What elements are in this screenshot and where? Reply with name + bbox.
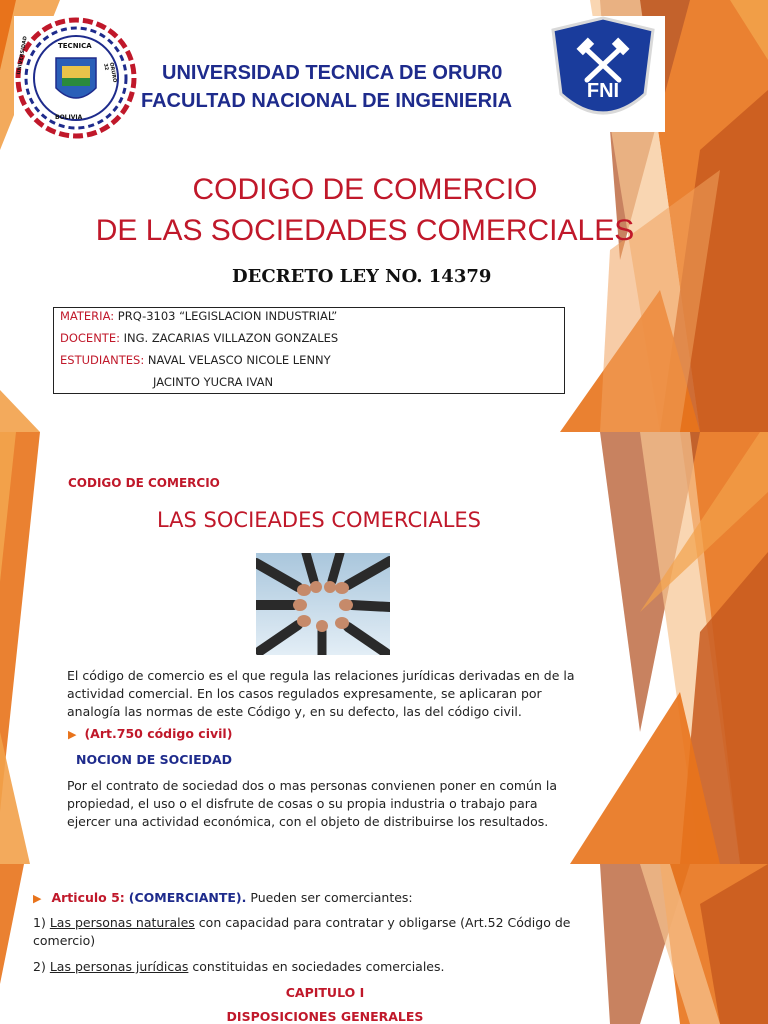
estudiante-1: NAVAL VELASCO NICOLE LENNY xyxy=(147,353,331,367)
chapter-subheading: DISPOSICIONES GENERALES xyxy=(226,1009,424,1024)
logo-text-right: ORURO 32 xyxy=(102,62,118,83)
docente-row xyxy=(60,331,338,345)
estudiante-2-row xyxy=(153,375,273,389)
faculty-logo xyxy=(541,16,665,132)
bullet-triangle-icon: ▶ xyxy=(33,892,42,905)
slide-title: LAS SOCIEADES COMERCIALES xyxy=(157,508,481,532)
article-reference-text: (Art.750 código civil) xyxy=(84,726,233,741)
course-info-box xyxy=(53,307,565,394)
docente-label: DOCENTE: xyxy=(60,331,120,345)
item-1-underlined: Las personas naturales xyxy=(49,915,195,930)
bullet-triangle-icon: ▶ xyxy=(68,728,77,741)
slide-sociedades xyxy=(0,432,768,864)
logo-text-left: UNIVERSIDAD xyxy=(16,35,29,76)
nocion-heading: NOCION DE SOCIEDAD xyxy=(76,752,233,767)
logo-text-top: TECNICA xyxy=(58,42,92,50)
slide-comerciante xyxy=(0,864,768,1024)
main-title-line2: DE LAS SOCIEDADES COMERCIALES xyxy=(95,214,635,247)
materia-row xyxy=(60,309,337,323)
article-5-label: Articulo 5: xyxy=(51,890,125,905)
estudiantes-label: ESTUDIANTES: xyxy=(60,353,145,367)
item-2-underlined: Las personas jurídicas xyxy=(49,959,189,974)
article-5-term: (COMERCIANTE). xyxy=(128,890,247,905)
item-1-text: con capacidad para contratar y obligarse (Art.52 Código de comercio) xyxy=(33,915,571,948)
article-5-text: Pueden ser comerciantes: xyxy=(250,890,413,905)
faculty-logo-text: FNI xyxy=(586,80,620,102)
estudiantes-row xyxy=(60,353,331,367)
estudiante-2: JACINTO YUCRA IVAN xyxy=(153,375,274,389)
article-reference xyxy=(68,726,232,741)
article-5-line xyxy=(33,889,593,908)
hands-photo xyxy=(256,553,390,655)
faculty-name: FACULTAD NACIONAL DE INGENIERIA xyxy=(141,90,513,112)
intro-paragraph: El código de comercio es el que regula las relaciones jurídicas derivadas en de la actividad comercial. En los casos regulados expresamente, se aplicaran por analogía las normas de este Código y, en su defecto, las del código civil. xyxy=(67,668,575,719)
slide-title xyxy=(0,0,768,432)
section-label: CODIGO DE COMERCIO xyxy=(68,476,220,490)
university-name: UNIVERSIDAD TECNICA DE ORUR0 xyxy=(162,62,503,84)
nocion-paragraph: Por el contrato de sociedad dos o mas personas convienen poner en común la propiedad, el uso o el disfrute de cosas o su propia industria o trabajo para ejercer una actividad económica, con el objeto de distribuirse los resultados. xyxy=(67,778,558,829)
docente-value: ING. ZACARIAS VILLAZON GONZALES xyxy=(123,331,339,345)
item-2-number: 2) xyxy=(33,959,46,974)
university-logo xyxy=(14,16,138,140)
decree-number: DECRETO LEY NO. 14379 xyxy=(232,266,492,287)
logo-text-bottom: BOLIVIA xyxy=(55,114,83,121)
list-item-1 xyxy=(33,914,593,950)
chapter-heading: CAPITULO I xyxy=(285,985,365,1000)
main-title-line1: CODIGO DE COMERCIO xyxy=(192,173,538,206)
list-item-2 xyxy=(33,958,593,976)
materia-value: PRQ-3103 “LEGISLACION INDUSTRIAL” xyxy=(117,309,338,323)
item-1-number: 1) xyxy=(33,915,46,930)
item-2-text: constituidas en sociedades comerciales. xyxy=(192,959,445,974)
materia-label: MATERIA: xyxy=(60,309,115,323)
